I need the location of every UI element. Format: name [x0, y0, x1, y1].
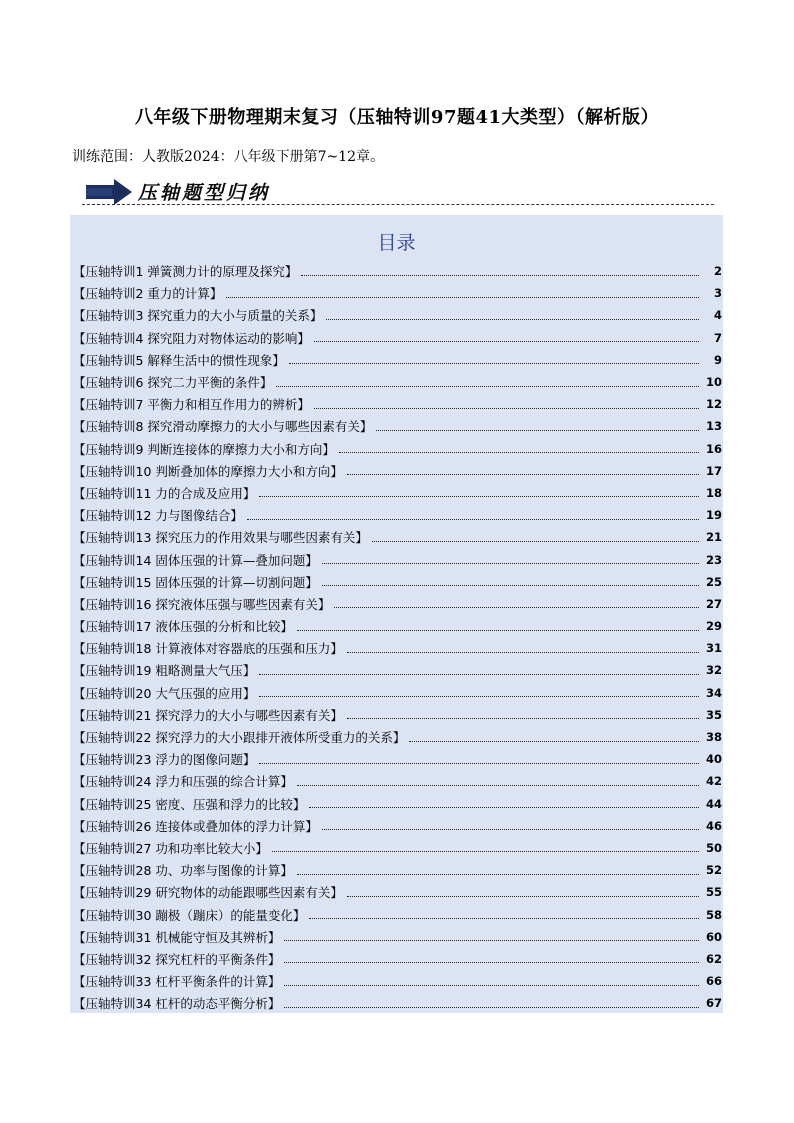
toc-item-page: 2 — [713, 264, 722, 279]
toc-item-page: 31 — [705, 641, 722, 656]
toc-item-label: 【压轴特训3 探究重力的大小与质量的关系】 — [73, 308, 323, 324]
toc-item-label: 【压轴特训15 固体压强的计算—切割问题】 — [73, 574, 318, 590]
toc-item[interactable] — [70, 726, 723, 748]
toc-item-page: 4 — [713, 308, 722, 323]
toc-item-label: 【压轴特训9 判断连接体的摩擦力大小和方向】 — [73, 441, 335, 457]
toc-item-label: 【压轴特训13 探究压力的作用效果与哪些因素有关】 — [73, 530, 368, 546]
toc-item-page: 13 — [705, 419, 722, 434]
training-scope: 训练范围：人教版2024：八年级下册第7~12章。 — [72, 149, 385, 165]
toc-leader-dots — [301, 275, 699, 276]
toc-leader-dots — [314, 408, 699, 409]
toc-item[interactable] — [70, 593, 723, 615]
toc-item-page: 7 — [713, 330, 722, 345]
toc-item-page: 42 — [705, 774, 722, 789]
toc-item-page: 25 — [705, 574, 722, 589]
toc-leader-dots — [309, 918, 699, 919]
toc-item-label: 【压轴特训10 判断叠加体的摩擦力大小和方向】 — [73, 463, 343, 479]
toc-leader-dots — [297, 785, 699, 786]
toc-item-label: 【压轴特训32 探究杠杆的平衡条件】 — [73, 951, 281, 967]
toc-item-page: 40 — [705, 752, 722, 767]
toc-leader-dots — [284, 962, 699, 963]
toc-item-page: 58 — [705, 907, 722, 922]
toc-item[interactable] — [70, 659, 723, 681]
toc-leader-dots — [347, 718, 699, 719]
toc-item-label: 【压轴特训2 重力的计算】 — [73, 286, 223, 302]
toc-item-label: 【压轴特训27 功和功率比较大小】 — [73, 840, 268, 856]
toc-item-page: 17 — [705, 463, 722, 478]
toc-item-page: 9 — [713, 352, 722, 367]
toc-leader-dots — [372, 541, 699, 542]
toc-leader-dots — [226, 297, 699, 298]
toc-item[interactable] — [70, 460, 723, 482]
toc-item[interactable] — [70, 748, 723, 770]
toc-item[interactable] — [70, 926, 723, 948]
toc-item-label: 【压轴特训21 探究浮力的大小与哪些因素有关】 — [73, 707, 343, 723]
toc-leader-dots — [347, 474, 699, 475]
toc-item-page: 34 — [705, 685, 722, 700]
toc-leader-dots — [347, 896, 699, 897]
toc-item[interactable] — [70, 438, 723, 460]
arrow-icon — [86, 179, 134, 205]
toc-item[interactable] — [70, 881, 723, 903]
toc-item[interactable] — [70, 637, 723, 659]
toc-item-label: 【压轴特训29 研究物体的动能跟哪些因素有关】 — [73, 885, 343, 901]
toc-item-label: 【压轴特训17 液体压强的分析和比较】 — [73, 619, 293, 635]
toc-leader-dots — [284, 1007, 699, 1008]
page-title: 八年级下册物理期末复习（压轴特训97题41大类型）（解析版） — [134, 107, 660, 128]
toc-item-label: 【压轴特训14 固体压强的计算—叠加问题】 — [73, 552, 318, 568]
toc-item[interactable] — [70, 504, 723, 526]
toc-item-page: 23 — [705, 552, 722, 567]
toc-item-label: 【压轴特训11 力的合成及应用】 — [73, 485, 256, 501]
toc-item[interactable] — [70, 815, 723, 837]
banner-title: 压轴题型归纳 — [138, 182, 271, 204]
toc-leader-dots — [322, 585, 699, 586]
toc-item[interactable] — [70, 304, 723, 326]
toc-item-page: 32 — [705, 663, 722, 678]
toc-item[interactable] — [70, 482, 723, 504]
toc-item-page: 27 — [705, 596, 722, 611]
toc-item[interactable] — [70, 793, 723, 815]
toc-item-page: 62 — [705, 951, 722, 966]
toc-leader-dots — [347, 652, 699, 653]
toc-item[interactable] — [70, 837, 723, 859]
toc-item-label: 【压轴特训20 大气压强的应用】 — [73, 685, 256, 701]
toc-item-label: 【压轴特训22 探究浮力的大小跟排开液体所受重力的关系】 — [73, 730, 406, 746]
toc-item-page: 3 — [713, 286, 722, 301]
toc-item-label: 【压轴特训19 粗略测量大气压】 — [73, 663, 256, 679]
toc-leader-dots — [334, 607, 699, 608]
toc-item-label: 【压轴特训24 浮力和压强的综合计算】 — [73, 774, 293, 790]
toc-item[interactable] — [70, 526, 723, 548]
toc-item[interactable] — [70, 859, 723, 881]
banner-divider — [82, 204, 714, 205]
toc-list — [70, 260, 723, 1014]
toc-item-label: 【压轴特训7 平衡力和相互作用力的辨析】 — [73, 397, 310, 413]
toc-item[interactable] — [70, 415, 723, 437]
toc-item[interactable] — [70, 260, 723, 282]
toc-item-page: 67 — [705, 996, 722, 1011]
toc-item-label: 【压轴特训12 力与图像结合】 — [73, 508, 243, 524]
toc-item-label: 【压轴特训23 浮力的图像问题】 — [73, 752, 256, 768]
toc-leader-dots — [284, 940, 699, 941]
table-of-contents — [70, 215, 723, 1013]
toc-item-label: 【压轴特训8 探究滑动摩擦力的大小与哪些因素有关】 — [73, 419, 373, 435]
toc-leader-dots — [309, 807, 699, 808]
toc-leader-dots — [276, 386, 699, 387]
toc-item-label: 【压轴特训33 杠杆平衡条件的计算】 — [73, 974, 281, 990]
section-banner — [86, 175, 716, 209]
toc-item-page: 21 — [705, 530, 722, 545]
toc-leader-dots — [272, 851, 699, 852]
toc-item-page: 16 — [705, 441, 722, 456]
toc-item-page: 18 — [705, 485, 722, 500]
toc-item-label: 【压轴特训4 探究阻力对物体运动的影响】 — [73, 330, 310, 346]
toc-item[interactable] — [70, 371, 723, 393]
toc-leader-dots — [326, 319, 699, 320]
toc-item[interactable] — [70, 282, 723, 304]
toc-leader-dots — [259, 763, 699, 764]
toc-leader-dots — [259, 696, 699, 697]
toc-item[interactable] — [70, 571, 723, 593]
toc-leader-dots — [322, 829, 699, 830]
toc-leader-dots — [247, 519, 699, 520]
toc-leader-dots — [284, 985, 699, 986]
toc-leader-dots — [322, 563, 699, 564]
toc-item-label: 【压轴特训25 密度、压强和浮力的比较】 — [73, 796, 306, 812]
toc-item-page: 55 — [705, 885, 722, 900]
toc-item-label: 【压轴特训1 弹簧测力计的原理及探究】 — [73, 264, 298, 280]
toc-item-label: 【压轴特训18 计算液体对容器底的压强和压力】 — [73, 641, 343, 657]
toc-item-page: 60 — [705, 929, 722, 944]
toc-item[interactable] — [70, 970, 723, 992]
toc-item-page: 38 — [705, 730, 722, 745]
toc-item[interactable] — [70, 992, 723, 1014]
toc-item[interactable] — [70, 548, 723, 570]
toc-leader-dots — [259, 674, 699, 675]
toc-item-label: 【压轴特训34 杠杆的动态平衡分析】 — [73, 996, 281, 1012]
toc-leader-dots — [289, 363, 699, 364]
toc-item[interactable] — [70, 615, 723, 637]
toc-leader-dots — [297, 630, 699, 631]
toc-item[interactable] — [70, 704, 723, 726]
toc-item-page: 50 — [705, 840, 722, 855]
toc-item-page: 44 — [705, 796, 722, 811]
toc-item[interactable] — [70, 770, 723, 792]
toc-item[interactable] — [70, 349, 723, 371]
toc-item-page: 66 — [705, 974, 722, 989]
toc-leader-dots — [297, 874, 699, 875]
toc-item-label: 【压轴特训26 连接体或叠加体的浮力计算】 — [73, 818, 318, 834]
toc-item[interactable] — [70, 682, 723, 704]
toc-item-page: 29 — [705, 619, 722, 634]
toc-leader-dots — [409, 741, 699, 742]
toc-item[interactable] — [70, 393, 723, 415]
toc-item[interactable] — [70, 948, 723, 970]
toc-heading: 目录 — [377, 232, 416, 254]
toc-item-page: 52 — [705, 863, 722, 878]
toc-item-page: 35 — [705, 707, 722, 722]
toc-item[interactable] — [70, 327, 723, 349]
toc-leader-dots — [339, 452, 699, 453]
toc-item-label: 【压轴特训28 功、功率与图像的计算】 — [73, 863, 293, 879]
toc-item-page: 12 — [705, 397, 722, 412]
toc-leader-dots — [376, 430, 699, 431]
toc-leader-dots — [314, 341, 699, 342]
toc-item-page: 10 — [705, 375, 722, 390]
toc-item-page: 46 — [705, 818, 722, 833]
toc-item-label: 【压轴特训5 解释生活中的惯性现象】 — [73, 352, 285, 368]
toc-item-label: 【压轴特训30 蹦极（蹦床）的能量变化】 — [73, 907, 306, 923]
toc-leader-dots — [259, 496, 699, 497]
toc-item-label: 【压轴特训6 探究二力平衡的条件】 — [73, 375, 273, 391]
toc-item[interactable] — [70, 903, 723, 925]
toc-item-page: 19 — [705, 508, 722, 523]
toc-item-label: 【压轴特训16 探究液体压强与哪些因素有关】 — [73, 596, 331, 612]
toc-item-label: 【压轴特训31 机械能守恒及其辨析】 — [73, 929, 281, 945]
